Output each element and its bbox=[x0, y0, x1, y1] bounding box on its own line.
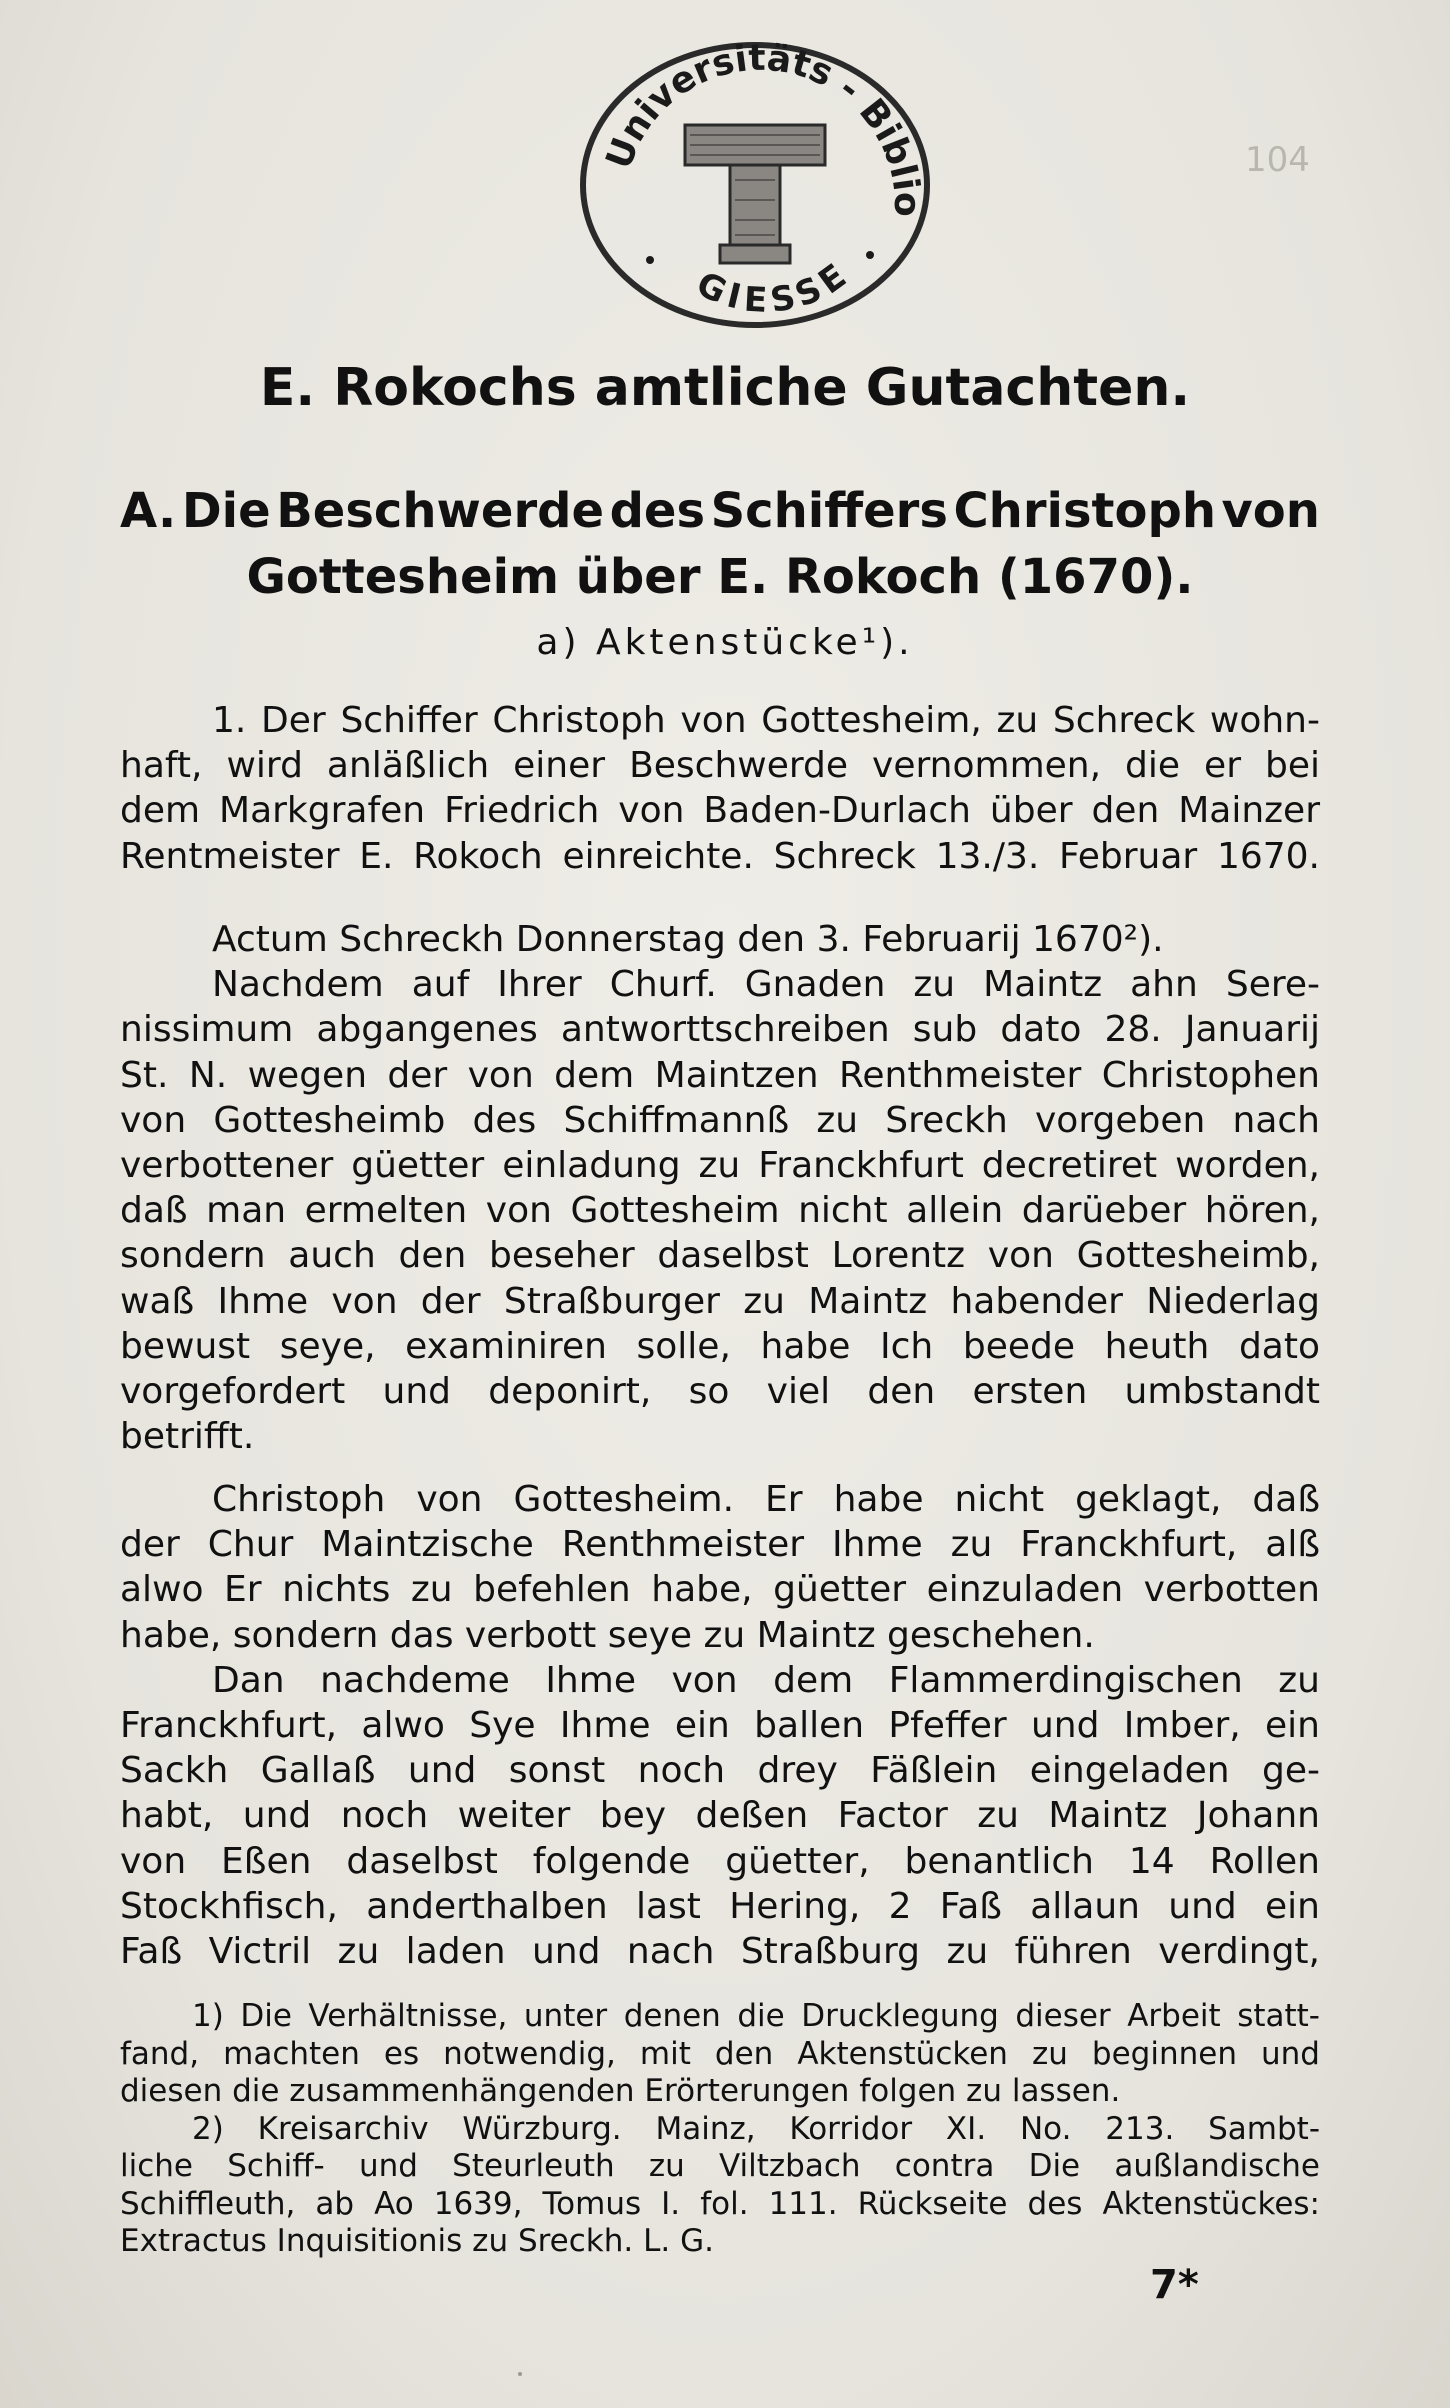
section-word: Schiffers bbox=[710, 483, 948, 539]
section-word: des bbox=[609, 483, 706, 539]
text-line: daß man ermelten von Gottesheim nicht allein darüeber hören, bbox=[120, 1190, 1320, 1232]
footnote-line: liche Schiff- und Steurleuth zu Viltzbach contra Die außlandische bbox=[120, 2148, 1320, 2184]
text-line: 1. Der Schiffer Christoph von Gottesheim, zu Schreck wohn- bbox=[212, 700, 1320, 741]
text-line: verbottener güetter einladung zu Franckhfurt decretiret worden, bbox=[120, 1145, 1320, 1187]
text-line: bewust seye, examiniren solle, habe Ich beede heuth dato bbox=[120, 1325, 1320, 1367]
text-line: habt, und noch weiter bey deßen Factor zu Maintz Johann bbox=[120, 1795, 1320, 1837]
text-line: Faß Victril zu laden und nach Straßburg zu führen verdingt, bbox=[120, 1931, 1320, 1973]
text-line: Sackh Gallaß und sonst noch drey Fäßlein eingeladen ge- bbox=[120, 1750, 1320, 1792]
subsection-heading: a) Aktenstücke¹). bbox=[536, 622, 914, 663]
section-word: Beschwerde bbox=[276, 483, 605, 539]
footnote-line: 2) Kreisarchiv Würzburg. Mainz, Korridor XI. No. 213. Sambt- bbox=[192, 2110, 1320, 2147]
footnotes bbox=[120, 1998, 1320, 2261]
section-letter: A. bbox=[120, 483, 177, 539]
text-line: Dan nachdeme Ihme von dem Flammerdingischen zu bbox=[212, 1659, 1320, 1701]
footnote-line: Extractus Inquisitionis zu Sreckh. L. G. bbox=[120, 2223, 714, 2259]
text-line: vorgefordert und deponirt, so viel den ersten umbstandt bbox=[120, 1371, 1320, 1413]
stamp-icon bbox=[570, 30, 940, 330]
signature-mark: 7* bbox=[1150, 2262, 1199, 2308]
footnote-line: Schiffleuth, ab Ao 1639, Tomus I. fol. 111. Rückseite des Aktenstückes: bbox=[120, 2185, 1320, 2222]
text-line: Actum Schreckh Donnerstag den 3. Februarij 1670²). bbox=[212, 919, 1164, 960]
text-line: von Gottesheimb des Schiffmannß zu Sreckh vorgeben nach bbox=[120, 1099, 1320, 1141]
footnote-line: 1) Die Verhältnisse, unter denen die Drucklegung dieser Arbeit statt- bbox=[192, 1998, 1320, 2034]
paragraph-summary bbox=[120, 698, 1320, 879]
text-line: Rentmeister E. Rokoch einreichte. Schreck 13./3. Februar 1670. bbox=[120, 835, 1320, 877]
text-line: alwo Er nichts zu befehlen habe, güetter einzuladen verbotten bbox=[120, 1569, 1320, 1611]
section-word: von bbox=[1221, 483, 1320, 539]
text-line: haft, wird anläßlich einer Beschwerde vernommen, die er bei bbox=[120, 745, 1320, 787]
section-heading-line-1 bbox=[120, 478, 1320, 544]
text-line: St. N. wegen der von dem Maintzen Renthmeister Christophen bbox=[120, 1054, 1320, 1096]
text-line: dem Markgrafen Friedrich von Baden-Durlach über den Mainzer bbox=[120, 790, 1320, 832]
page-number-showthrough: 104 bbox=[1245, 140, 1310, 180]
text-line: betrifft. bbox=[120, 1416, 255, 1458]
section-word: Christoph bbox=[953, 483, 1216, 539]
text-line: Nachdem auf Ihrer Churf. Gnaden zu Maintz ahn Sere- bbox=[212, 964, 1320, 1006]
text-line: Stockhfisch, anderthalben last Hering, 2 Faß allaun und ein bbox=[120, 1885, 1320, 1927]
text-line: Christoph von Gottesheim. Er habe nicht geklagt, daß bbox=[212, 1479, 1320, 1520]
text-line: der Chur Maintzische Renthmeister Ihme zu Franckhfurt, alß bbox=[120, 1524, 1320, 1566]
text-line: nissimum abgangenes antworttschreiben sub dato 28. Januarij bbox=[120, 1009, 1320, 1051]
svg-text:GIESSEN: GIESSE bbox=[690, 252, 859, 322]
text-line: Franckhfurt, alwo Sye Ihme ein ballen Pfeffer und Imber, ein bbox=[120, 1705, 1320, 1747]
section-word: Die bbox=[181, 483, 271, 539]
paragraph-actum bbox=[120, 917, 1320, 1459]
section-heading-line-2: Gottesheim über E. Rokoch (1670). bbox=[246, 549, 1194, 605]
text-line: von Eßen daselbst folgende güetter, benantlich 14 Rollen bbox=[120, 1840, 1320, 1882]
chapter-title: E. Rokochs amtliche Gutachten. bbox=[259, 358, 1191, 418]
footnote-line: diesen die zusammenhängenden Erörterungen folgen zu lassen. bbox=[120, 2073, 1121, 2109]
paper-speck bbox=[518, 2372, 522, 2376]
text-line: waß Ihme von der Straßburger zu Maintz habender Niederlag bbox=[120, 1280, 1320, 1322]
footnote-line: fand, machten es notwendig, mit den Aktenstücken zu beginnen und bbox=[120, 2035, 1320, 2072]
svg-text:Universitäts - Bibliothek: Universitäts - Biblio bbox=[598, 37, 928, 217]
paragraph-testimony bbox=[120, 1477, 1320, 1974]
library-stamp bbox=[570, 30, 940, 330]
section-heading bbox=[120, 478, 1320, 610]
text-line: sondern auch den beseher daselbst Lorentz von Gottesheimb, bbox=[120, 1235, 1320, 1277]
text-line: habe, sondern das verbott seye zu Maintz geschehen. bbox=[120, 1614, 1095, 1656]
